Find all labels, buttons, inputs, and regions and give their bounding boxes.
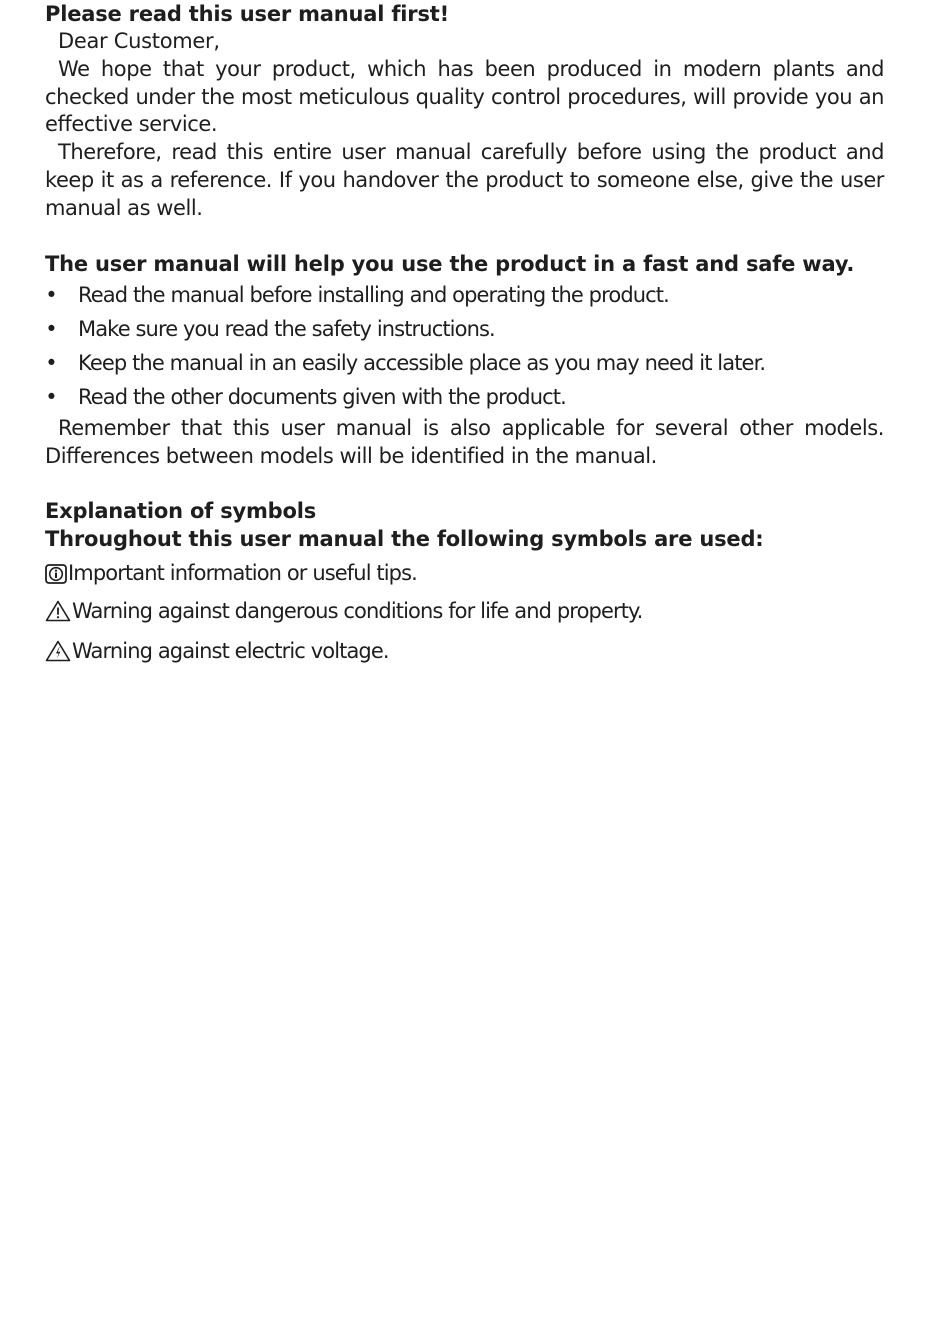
reference-paragraph: Therefore, read this entire user manual carefully before using the product and keep it as a reference. If you handover the product to someone else, give the user manual as well. xyxy=(45,140,884,220)
list-item-text: Keep the manual in an easily accessible place as you may need it later. xyxy=(78,351,766,376)
symbol-description: Warning against electric voltage. xyxy=(72,639,389,664)
list-item-text: Read the manual before installing and operating the product. xyxy=(78,282,669,307)
manual-page xyxy=(45,0,884,671)
page-title: Please read this user manual first! xyxy=(45,2,449,26)
list-item xyxy=(45,346,884,380)
bullet-icon: • xyxy=(45,282,57,307)
symbol-row-electric xyxy=(45,631,884,671)
symbol-description: Important information or useful tips. xyxy=(68,561,417,586)
section-spacer xyxy=(45,470,884,497)
models-note: Remember that this user manual is also applicable for several other models. Differences between models will be identified in the manual. xyxy=(45,415,884,468)
bullet-icon: • xyxy=(45,351,57,376)
help-heading: The user manual will help you use the product in a fast and safe way. xyxy=(45,251,855,276)
symbols-subheading: Throughout this user manual the following symbols are used: xyxy=(45,527,764,552)
greeting: Dear Customer, xyxy=(58,29,220,53)
section-spacer xyxy=(45,223,884,250)
intro-paragraph: We hope that your product, which has been produced in modern plants and checked under the most meticulous quality control procedures, will provide you an effective service. xyxy=(45,56,884,137)
list-item-text: Make sure you read the safety instructions. xyxy=(78,316,495,341)
warning-triangle-icon xyxy=(45,600,71,622)
help-bullet-list xyxy=(45,278,884,415)
list-item-text: Read the other documents given with the product. xyxy=(78,385,566,410)
symbol-row-info xyxy=(45,556,884,591)
bullet-icon: • xyxy=(45,385,57,410)
list-item xyxy=(45,312,884,346)
bullet-icon: • xyxy=(45,316,57,341)
list-item xyxy=(45,380,884,414)
list-item xyxy=(45,278,884,312)
symbol-row-warning xyxy=(45,591,884,631)
electric-warning-icon xyxy=(45,640,71,662)
info-icon xyxy=(45,564,67,584)
symbol-description: Warning against dangerous conditions for life and property. xyxy=(72,599,643,624)
symbols-heading: Explanation of symbols xyxy=(45,499,317,524)
